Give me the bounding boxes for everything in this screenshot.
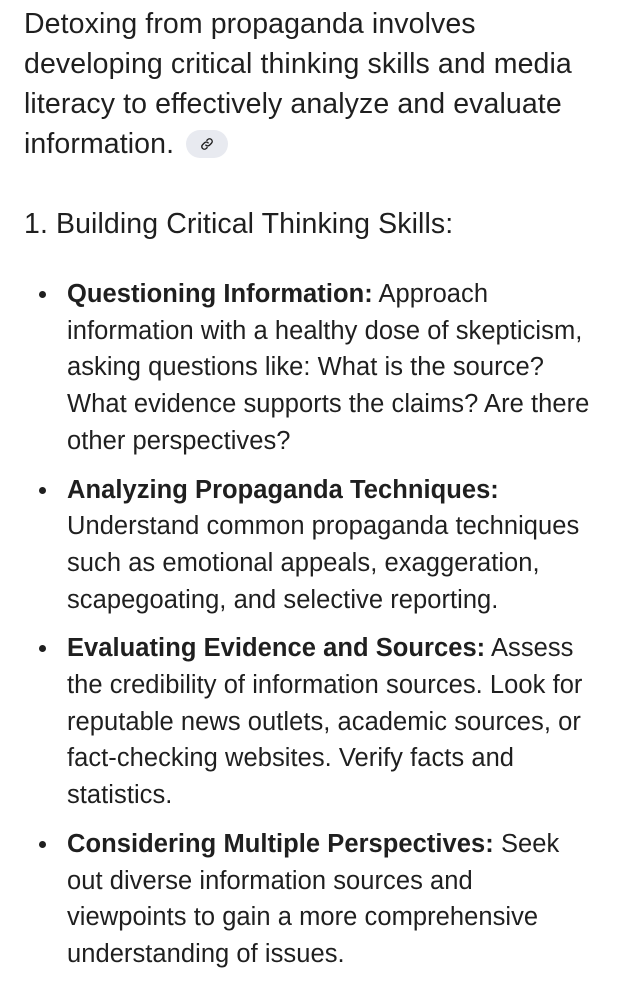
bullet-dot <box>39 487 46 494</box>
list-item <box>24 826 595 973</box>
bullet-text: Seek out diverse information sources and viewpoints to gain a more comprehensive understanding of issues. <box>67 829 560 968</box>
bullet-text: Assess the credibility of information sources. Look for reputable news outlets, academic sources, or fact-checking websites. Verify facts and statistics. <box>67 634 583 810</box>
bullet-term: Evaluating Evidence and Sources: <box>67 634 486 663</box>
list-item <box>24 276 595 460</box>
bullet-text: Understand common propaganda techniques such as emotional appeals, exaggeration, scapegoating, and selective reporting. <box>67 512 580 614</box>
source-link-chip[interactable] <box>186 130 228 158</box>
bullet-term: Questioning Information: <box>67 280 373 308</box>
section-number: 1. <box>24 208 48 240</box>
bullet-dot <box>39 841 46 848</box>
intro-paragraph <box>24 0 595 164</box>
link-icon <box>200 137 214 151</box>
section-heading <box>24 204 595 244</box>
bullet-term: Considering Multiple Perspectives: <box>67 829 494 858</box>
bullet-term: Analyzing Propaganda Techniques: <box>67 475 499 504</box>
intro-text: Detoxing from propaganda involves developing critical thinking skills and media literacy to effectively analyze and evaluate information. <box>24 8 572 160</box>
list-item <box>24 472 595 619</box>
section-title: Building Critical Thinking Skills: <box>56 208 454 240</box>
bullet-dot <box>39 291 46 298</box>
bullet-dot <box>39 645 46 652</box>
bullet-list <box>24 276 595 973</box>
bullet-text: Approach information with a healthy dose of skepticism, asking questions like: What is the source? What evidence supports the claims? Are there other perspectives? <box>67 280 590 455</box>
list-item <box>24 630 595 814</box>
